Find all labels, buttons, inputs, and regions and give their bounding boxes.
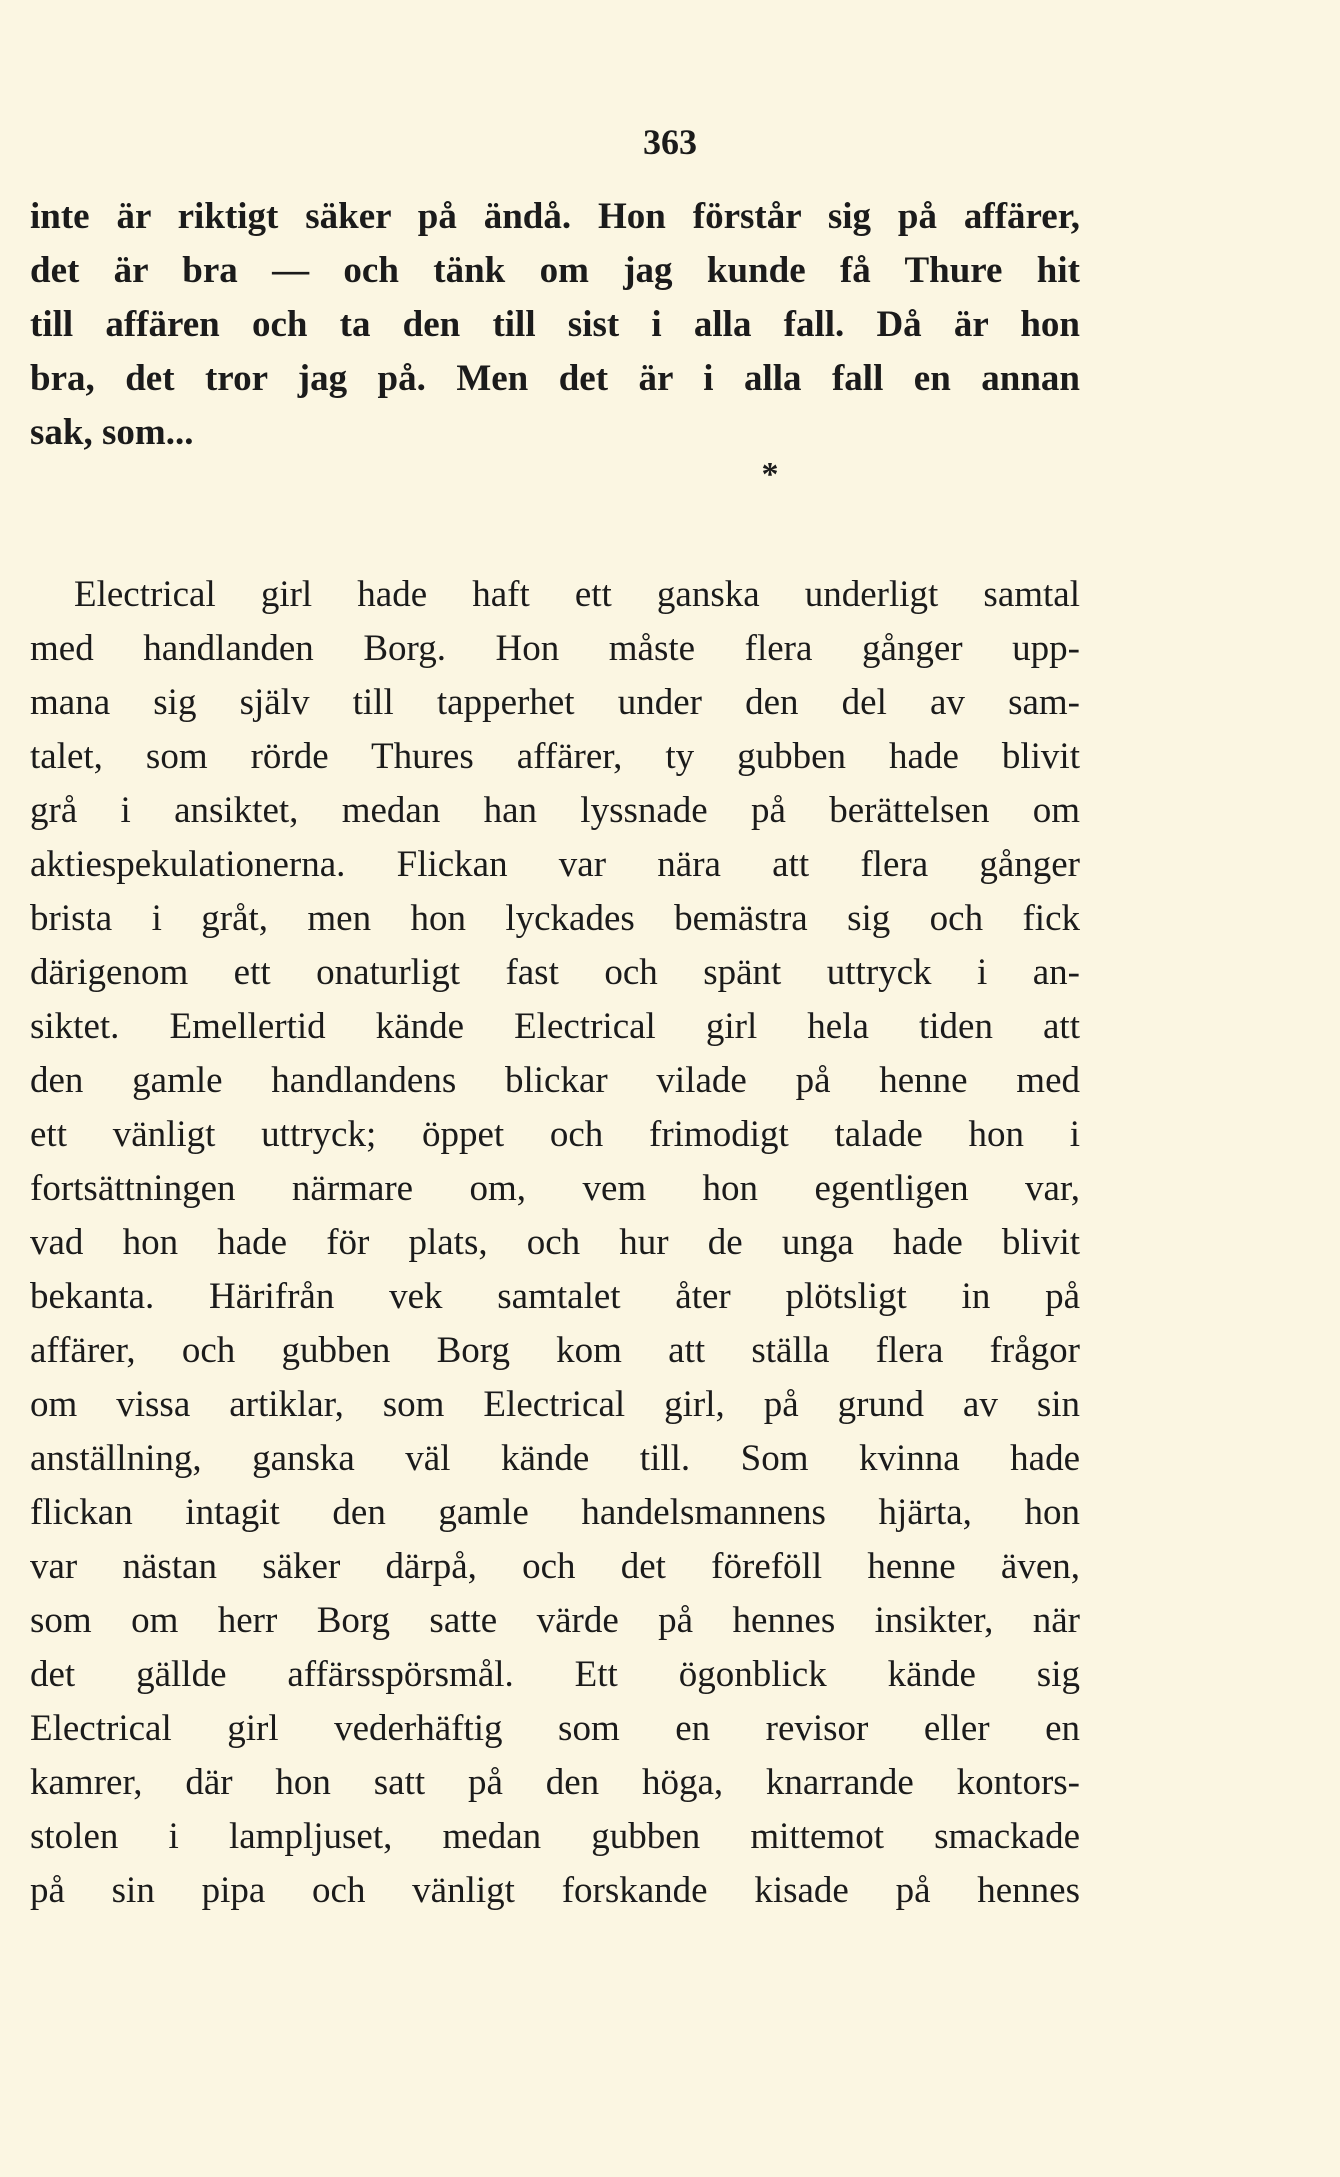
text-line: talet, som rörde Thures affärer, ty gubben hade blivit [30,736,1080,777]
text-line: siktet. Emellertid kände Electrical girl hela tiden att [30,1006,1080,1047]
text-line: kamrer, där hon satt på den höga, knarrande kontors- [30,1762,1080,1803]
text-line: det gällde affärsspörsmål. Ett ögonblick kände sig [30,1654,1080,1695]
text-line: med handlanden Borg. Hon måste flera gånger upp- [30,628,1080,669]
text-line: stolen i lampljuset, medan gubben mittemot smackade [30,1816,1080,1857]
paragraph-2 [30,568,1080,1918]
text-line: Electrical girl hade haft ett ganska underligt samtal [74,574,1080,615]
text-line: fortsättningen närmare om, vem hon egentligen var, [30,1168,1080,1209]
text-line: på sin pipa och vänligt forskande kisade på hennes [30,1870,1080,1911]
text-line: till affären och ta den till sist i alla fall. Då är hon [30,304,1080,345]
text-line: affärer, och gubben Borg kom att ställa flera frågor [30,1330,1080,1371]
text-line: vad hon hade för plats, och hur de unga hade blivit [30,1222,1080,1263]
text-line: inte är riktigt säker på ändå. Hon förstår sig på affärer, [30,196,1080,237]
text-line: anställning, ganska väl kände till. Som kvinna hade [30,1438,1080,1479]
text-line: bra, det tror jag på. Men det är i alla fall en annan [30,358,1080,399]
text-line: det är bra — och tänk om jag kunde få Thure hit [30,250,1080,291]
text-line: sak, som... [30,412,194,453]
text-line: som om herr Borg satte värde på hennes insikter, när [30,1600,1080,1641]
text-line: ett vänligt uttryck; öppet och frimodigt talade hon i [30,1114,1080,1155]
text-line: aktiespekulationerna. Flickan var nära att flera gånger [30,844,1080,885]
text-line: mana sig själv till tapperhet under den del av sam- [30,682,1080,723]
text-line: grå i ansiktet, medan han lyssnade på berättelsen om [30,790,1080,831]
text-line: brista i gråt, men hon lyckades bemästra sig och fick [30,898,1080,939]
text-line: var nästan säker därpå, och det föreföll henne även, [30,1546,1080,1587]
text-line: den gamle handlandens blickar vilade på henne med [30,1060,1080,1101]
text-line: om vissa artiklar, som Electrical girl, på grund av sin [30,1384,1080,1425]
text-line: flickan intagit den gamle handelsmannens hjärta, hon [30,1492,1080,1533]
text-line: Electrical girl vederhäftig som en revisor eller en [30,1708,1080,1749]
page-number: 363 [643,122,697,162]
paragraph-1 [30,190,1080,460]
text-line: därigenom ett onaturligt fast och spänt uttryck i an- [30,952,1080,993]
text-line: bekanta. Härifrån vek samtalet åter plötsligt in på [30,1276,1080,1317]
section-separator: * [761,456,779,493]
